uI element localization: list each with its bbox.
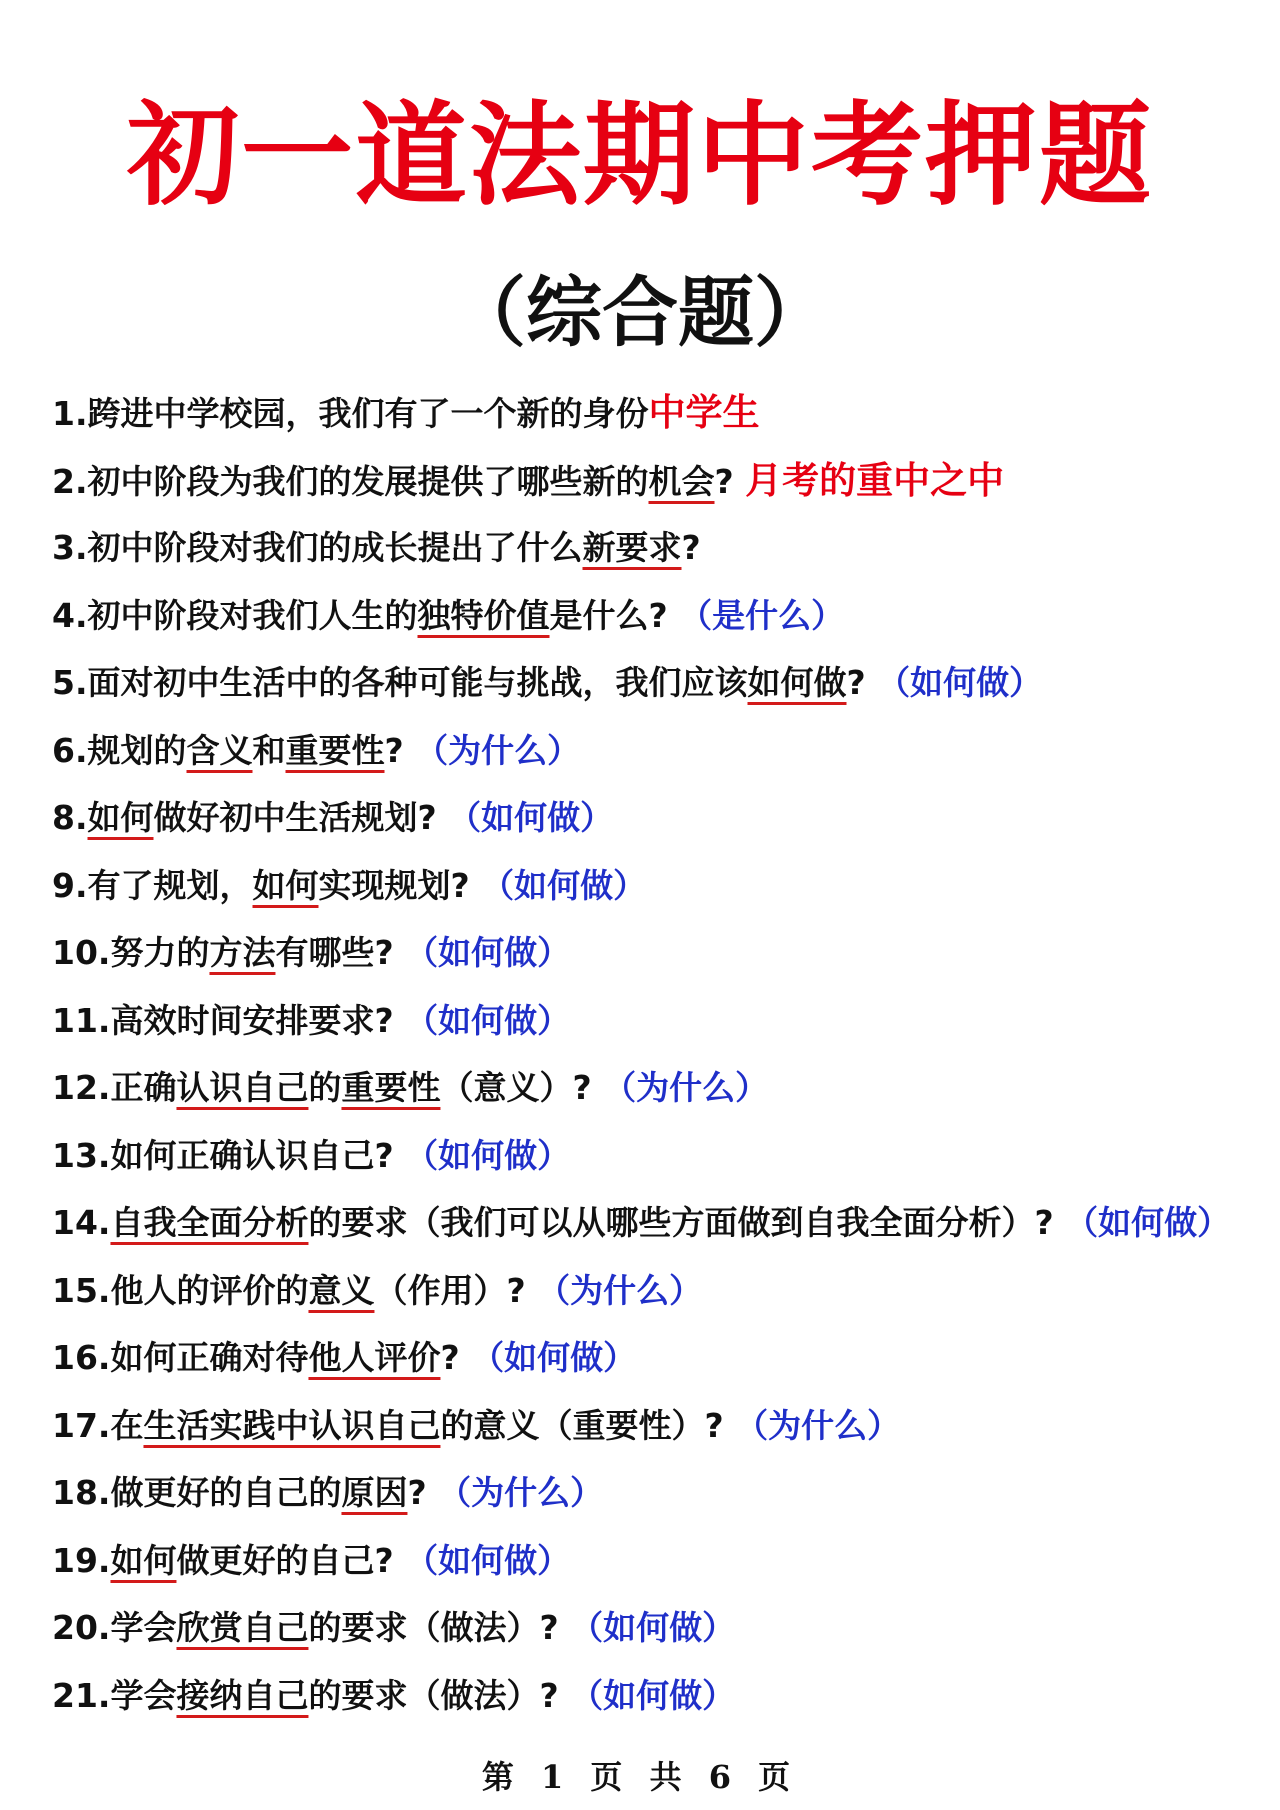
question-text: 5.面对初中生活中的各种可能与挑战，我们应该 (52, 663, 748, 702)
underlined-keyword: 含义 (186, 730, 253, 770)
underlined-keyword: 意义 (308, 1270, 375, 1310)
question-text: （作用）? (374, 1270, 538, 1310)
underlined-keyword: 新要求 (582, 528, 682, 567)
highlight-text: 中学生 (648, 391, 760, 434)
question-item (52, 1063, 1262, 1131)
question-text: 17.在 (52, 1405, 144, 1445)
question-item (52, 456, 1262, 524)
answer-type-label: （如何做） (405, 1540, 571, 1580)
question-item (52, 591, 1262, 659)
underlined-keyword: 机会 (648, 461, 715, 501)
question-text: 16.如何正确对待 (52, 1338, 309, 1377)
question-item (52, 861, 1262, 929)
underlined-keyword: 原因 (341, 1473, 408, 1512)
question-item (52, 1603, 1262, 1671)
question-item (52, 1266, 1262, 1334)
underlined-keyword: 认识自己 (176, 1068, 309, 1107)
question-text: 3.初中阶段对我们的成长提出了什么 (52, 528, 583, 567)
question-text: 和 (252, 730, 286, 770)
question-item (52, 1671, 1262, 1739)
underlined-keyword: 自我全面分析 (110, 1203, 309, 1242)
question-item (52, 928, 1262, 996)
underlined-keyword: 重要性 (285, 730, 385, 770)
underlined-keyword: 他人评价 (308, 1338, 441, 1377)
question-item (52, 1333, 1262, 1401)
answer-type-label: （如何做） (405, 1000, 571, 1040)
question-text: 的要求（我们可以从哪些方面做到自我全面分析）? (308, 1203, 1066, 1242)
answer-type-label: （如何做） (405, 1135, 571, 1175)
question-text: ? (846, 663, 878, 702)
question-item (52, 388, 1262, 456)
question-text: 的要求（做法）? (308, 1608, 571, 1647)
question-text: 实现规划? (318, 865, 482, 905)
answer-type-label: （为什么） (537, 1270, 703, 1310)
answer-type-label: （如何做） (448, 798, 614, 837)
question-item (52, 793, 1262, 861)
underlined-keyword: 重要性 (341, 1068, 441, 1107)
question-item (52, 523, 1262, 591)
underlined-keyword: 独特价值 (417, 595, 550, 635)
question-text: ? (384, 730, 416, 770)
answer-type-label: （如何做） (877, 663, 1043, 702)
question-item (52, 1536, 1262, 1604)
underlined-keyword: 如何 (87, 798, 154, 837)
answer-type-label: （是什么） (679, 595, 845, 635)
question-text: （意义）? (440, 1068, 604, 1107)
question-text: 21.学会 (52, 1675, 177, 1715)
question-text: 的意义（重要性）? (440, 1405, 736, 1445)
answer-type-label: （如何做） (1065, 1203, 1231, 1242)
question-text: 做更好的自己? (176, 1540, 406, 1580)
question-text: 1.跨进中学校园，我们有了一个新的身份 (52, 394, 649, 433)
page-title: 初一道法期中考押题 (127, 91, 1153, 221)
question-item (52, 1468, 1262, 1536)
question-item (52, 1131, 1262, 1199)
question-text: 的 (308, 1068, 342, 1107)
question-text: 做好初中生活规划? (153, 798, 449, 837)
question-text: ? (440, 1338, 472, 1377)
question-item (52, 996, 1262, 1064)
question-item (52, 658, 1262, 726)
answer-type-label: （如何做） (570, 1608, 736, 1647)
underlined-keyword: 生活实践中认识自己 (143, 1405, 441, 1445)
answer-type-label: （如何做） (471, 1338, 637, 1377)
question-text: 18.做更好的自己的 (52, 1473, 342, 1512)
answer-type-label: （如何做） (405, 933, 571, 972)
underlined-keyword: 如何 (252, 865, 319, 905)
question-text: 8. (52, 798, 88, 837)
question-text: 11.高效时间安排要求? (52, 1000, 406, 1040)
underlined-keyword: 接纳自己 (176, 1675, 309, 1715)
question-text: 是什么? (549, 595, 680, 635)
question-text: 4.初中阶段对我们人生的 (52, 595, 418, 635)
question-text: ? (681, 528, 701, 567)
question-text: 有哪些? (275, 933, 406, 972)
question-text: 19. (52, 1540, 111, 1580)
question-text: ? (407, 1473, 439, 1512)
underlined-keyword: 如何做 (747, 663, 847, 702)
answer-type-label: （为什么） (603, 1068, 769, 1107)
answer-type-label: （为什么） (735, 1405, 901, 1445)
underlined-keyword: 方法 (209, 933, 276, 972)
question-text: 的要求（做法）? (308, 1675, 571, 1715)
question-text: 9.有了规划， (52, 865, 253, 905)
underlined-keyword: 如何 (110, 1540, 177, 1580)
answer-type-label: （如何做） (570, 1675, 736, 1715)
question-item (52, 726, 1262, 794)
question-text: 15.他人的评价的 (52, 1270, 309, 1310)
answer-type-label: （为什么） (415, 730, 581, 770)
question-item (52, 1401, 1262, 1469)
question-text: 20.学会 (52, 1608, 177, 1647)
question-text: ? (714, 461, 746, 501)
answer-type-label: （如何做） (481, 865, 647, 905)
page-subtitle: （综合题） (450, 268, 830, 357)
question-text: 6.规划的 (52, 730, 187, 770)
page-footer: 第 1 页 共 6 页 (481, 1758, 799, 1796)
underlined-keyword: 欣赏自己 (176, 1608, 309, 1647)
answer-type-label: （为什么） (438, 1473, 604, 1512)
question-item (52, 1198, 1262, 1266)
question-text: 2.初中阶段为我们的发展提供了哪些新的 (52, 461, 649, 501)
question-list (52, 388, 1262, 1738)
question-text: 12.正确 (52, 1068, 177, 1107)
question-text: 14. (52, 1203, 111, 1242)
question-text: 13.如何正确认识自己? (52, 1135, 406, 1175)
question-text: 10.努力的 (52, 933, 210, 972)
highlight-text: 月考的重中之中 (745, 458, 1005, 502)
